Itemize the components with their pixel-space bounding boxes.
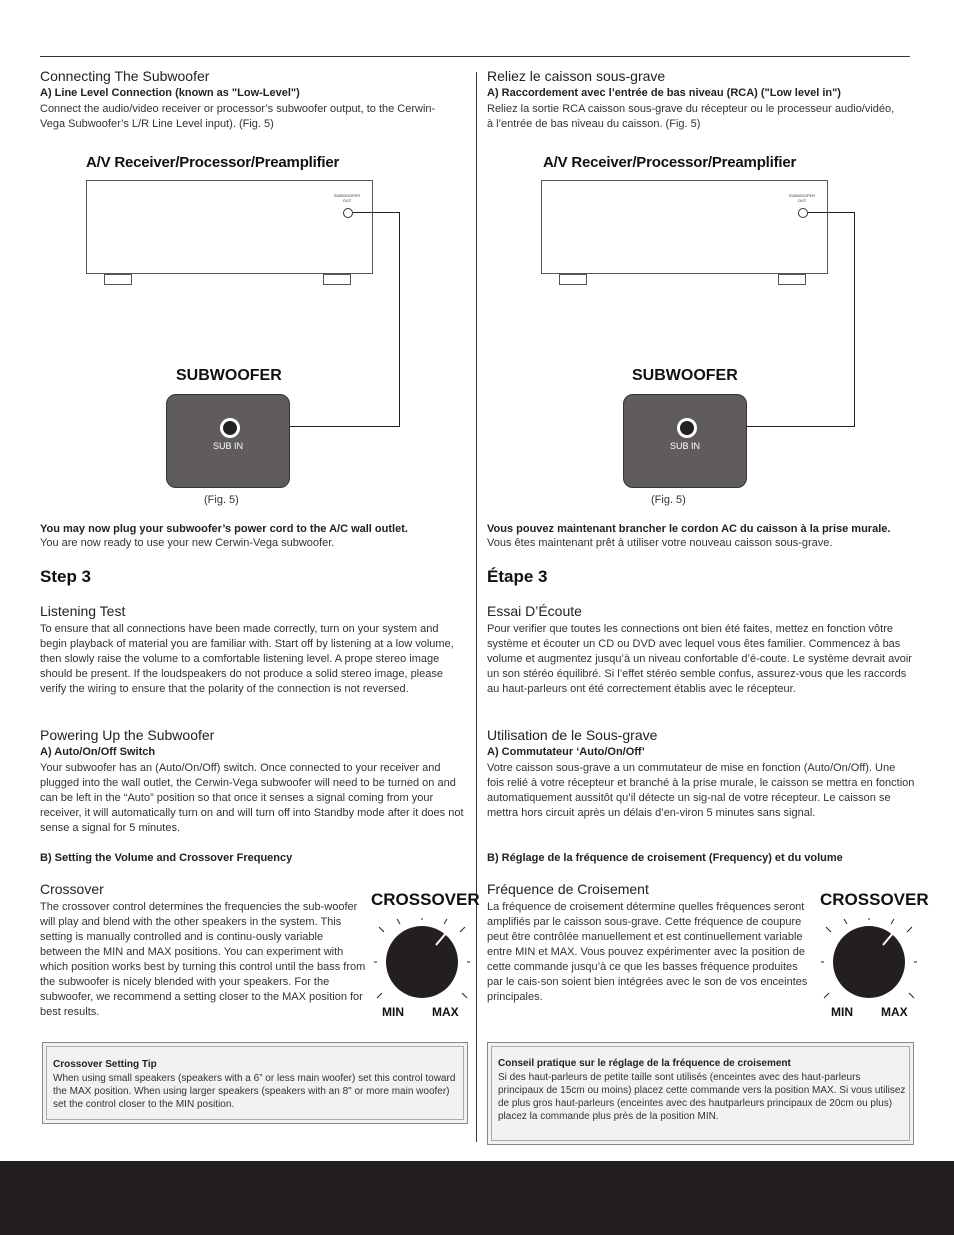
knob-min-label: MIN <box>382 1005 404 1019</box>
cable <box>854 212 855 426</box>
switch-heading: A) Auto/On/Off Switch <box>40 746 156 758</box>
receiver-foot-right <box>323 274 351 285</box>
receiver-illustration <box>541 180 828 274</box>
crossover-body: La fréquence de croisement détermine quelles fréquences seront amplifiés par le caisson sous-grave. Cette fréquence de coupure peut être contrôlée manuellement et est continuellement variable entre MIN et MAX. Vous pouvez expérimenter avec la position de cette commande jusqu’à ce que les basses fréquence produites par le cais-son soient bien intégrées avec le son de vos enceintes principales. <box>487 901 808 1003</box>
knob-max-label: MAX <box>432 1005 459 1019</box>
tip-title: Crossover Setting Tip <box>53 1059 157 1070</box>
crossover-knob-title: CROSSOVER <box>820 890 929 909</box>
line-level-body: Reliez la sortie RCA caisson sous-grave du récepteur ou le processeur audio/vidéo, à l’entrée de bas niveau du caisson. (Fig. 5) <box>487 103 895 130</box>
column-divider <box>476 72 477 1142</box>
subwoofer-illustration <box>166 394 290 488</box>
receiver-foot-left <box>559 274 587 285</box>
tip-body: Si des haut-parleurs de petite taille sont utilisés (enceintes avec des haut-parleurs principaux de 15cm ou moins) placez cette commande vers la position MAX. Si vous utilisez de plus gros haut-parleurs (enceintes avec des hautparleurs principaux de 20cm ou plus) placez la commande plus près de la position MIN. <box>498 1072 906 1122</box>
top-rule <box>40 56 910 57</box>
subwoofer-out-jack <box>343 208 353 218</box>
line-level-heading: A) Raccordement avec l’entrée de bas niveau (RCA) ("Low level in") <box>487 87 841 99</box>
listening-body: Pour verifier que toutes les connections ont bien été faites, mettez en fonction vôtre système et écouter un CD ou DVD avec lequel vous êtes familier. Commencez à bas volume et augmentez jusqu’à un niveau confortable d’é-coute. Le système devrait avoir un son stéréo équilibré. Si l’effet stéréo semble confus, assurez-vous que les raccords au haut-parleurs ont été correctement établis avec le récepteur. <box>487 623 912 695</box>
subwoofer-title: SUBWOOFER <box>632 367 738 384</box>
listening-body: To ensure that all connections have been made correctly, turn on your system and begin playback of material you are familiar with. Start off by listening at a low volume, then slowly raise the volume to a comfortable listening level. A prope stereo image should be present. If the loudspeakers do not produce a solid stereo image, please verify the wiring to ensure that the polarity of the connection is not reversed. <box>40 623 454 695</box>
connect-title: Connecting The Subwoofer <box>40 68 210 84</box>
powering-title: Powering Up the Subwoofer <box>40 727 215 743</box>
power-cord-notice: You may now plug your subwoofer’s power cord to the A/C wall outlet. <box>40 523 408 535</box>
french-column <box>487 68 929 1148</box>
footer-bar <box>0 1161 954 1235</box>
sub-in-jack <box>220 418 240 438</box>
knob-min-label: MIN <box>831 1005 853 1019</box>
step-title: Step 3 <box>40 567 92 586</box>
sub-in-label: SUB IN <box>669 441 700 451</box>
tip-title: Conseil pratique sur le réglage de la fréquence de croisement <box>498 1058 791 1069</box>
listening-title: Essai D’Écoute <box>487 603 582 619</box>
knob-max-label: MAX <box>881 1005 908 1019</box>
cable <box>353 212 399 213</box>
step-title: Étape 3 <box>487 567 548 586</box>
switch-heading: A) Commutateur ‘Auto/On/Off’ <box>487 746 645 758</box>
subwoofer-illustration <box>623 394 747 488</box>
crossover-title: Crossover <box>40 881 104 897</box>
subwoofer-out-jack <box>798 208 808 218</box>
cable <box>808 212 854 213</box>
english-column <box>40 68 480 1148</box>
cable <box>399 212 400 426</box>
powering-title: Utilisation de le Sous-grave <box>487 727 658 743</box>
listening-title: Listening Test <box>40 603 126 619</box>
volume-heading: B) Réglage de la fréquence de croisement (Frequency) et du volume <box>487 852 843 864</box>
crossover-body: The crossover control determines the frequencies the sub-woofer will play and blend with the other speakers in the system. This setting is manually controlled and is continu-ously variable between the MIN and MAX positions. You can experiment with which position works best by turning this control until the bass from the subwoofer is nicely blended with your speakers. For the subwoofer, we recommend a setting closer to the MAX position for best results. <box>40 901 366 1018</box>
subwoofer-out-label: SUBWOOFER OUT <box>333 193 361 203</box>
ready-text: Vous êtes maintenant prêt à utiliser votre nouveau caisson sous-grave. <box>487 537 833 549</box>
receiver-illustration <box>86 180 373 274</box>
connect-title: Reliez le caisson sous-grave <box>487 68 666 84</box>
diagram-title: A/V Receiver/Processor/Preamplifier <box>86 154 340 171</box>
crossover-tip-box <box>42 1042 468 1124</box>
crossover-knob[interactable] <box>374 918 470 1004</box>
diagram-title: A/V Receiver/Processor/Preamplifier <box>543 154 797 171</box>
tip-body: When using small speakers (speakers with a 6” or less main woofer) set this control toward the MAX position. When using larger speakers (speakers with an 8" or more main woofer) set the control closer to the MIN position. <box>53 1073 456 1110</box>
line-level-body: Connect the audio/video receiver or processor’s subwoofer output, to the Cerwin-Vega Subwoofer’s L/R Line Level input). (Fig. 5) <box>40 103 436 130</box>
crossover-title: Fréquence de Croisement <box>487 881 649 897</box>
crossover-knob-title: CROSSOVER <box>371 890 480 909</box>
subwoofer-title: SUBWOOFER <box>176 367 282 384</box>
switch-body: Your subwoofer has an (Auto/On/Off) switch. Once connected to your receiver and plugged into the wall outlet, the Cerwin-Vega subwoofer will need to be turned on and can be left in the “Auto” position so that once it senses a signal coming from your receiver, it will automatically turn on and will turn off into Standby mode after it does not sense a signal for 5 minutes. <box>40 762 464 834</box>
receiver-foot-left <box>104 274 132 285</box>
subwoofer-out-label: SUBWOOFER OUT <box>788 193 816 203</box>
ready-text: You are now ready to use your new Cerwin-Vega subwoofer. <box>40 537 335 549</box>
crossover-knob[interactable] <box>821 918 917 1004</box>
volume-heading: B) Setting the Volume and Crossover Frequency <box>40 852 293 864</box>
sub-in-label: SUB IN <box>212 441 243 451</box>
crossover-tip-box <box>487 1042 914 1145</box>
sub-in-jack <box>677 418 697 438</box>
power-cord-notice: Vous pouvez maintenant brancher le cordon AC du caisson à la prise murale. <box>487 523 891 535</box>
figure-caption: (Fig. 5) <box>204 494 239 506</box>
switch-body: Votre caisson sous-grave a un commutateur de mise en fonction (Auto/On/Off). Une fois relié à votre récepteur et branché à la prise murale, le caisson se mettra en fonction automatiquement aussitôt qu’il détecte un sig-nal de votre récepteur. Le caisson se mettra hors circuit après un délais d’en-viron 5 minutes sans signal. <box>487 762 915 819</box>
figure-caption: (Fig. 5) <box>651 494 686 506</box>
receiver-foot-right <box>778 274 806 285</box>
line-level-heading: A) Line Level Connection (known as "Low-Level") <box>40 87 300 99</box>
